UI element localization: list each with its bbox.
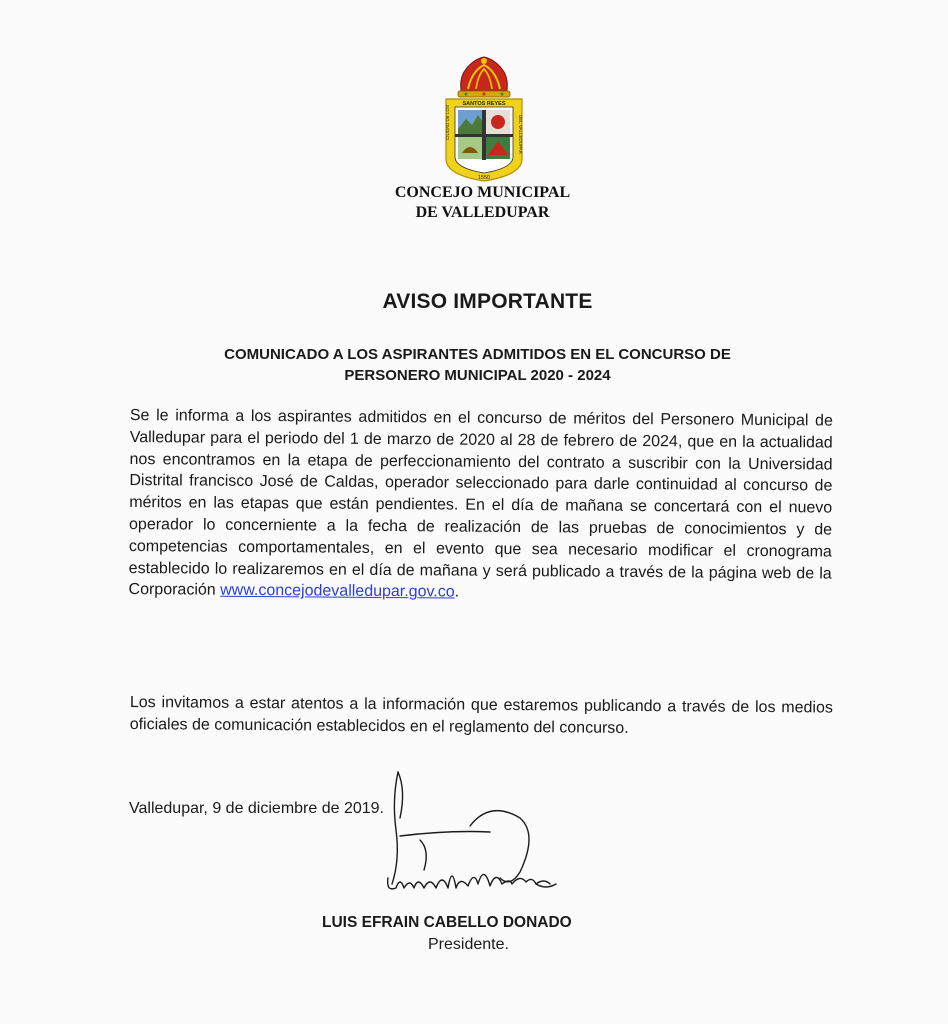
signer-role: Presidente. — [428, 936, 509, 953]
org-line-1: CONCEJO MUNICIPAL — [394, 184, 571, 201]
svg-text:SANTOS REYES: SANTOS REYES — [462, 101, 506, 107]
svg-text:DEL VALLEDUPAR: DEL VALLEDUPAR — [518, 115, 523, 154]
handwritten-signature — [360, 760, 580, 920]
paragraph-2: Los invitamos a estar atentos a la información que estaremos publicando a través de los medios oficiales de comunicación establecidos en el reglamento del concurso. — [129, 693, 833, 737]
subject-line-1: COMUNICADO A LOS ASPIRANTES ADMITIDOS EN EL CONCURSO DE — [224, 346, 731, 363]
subject-line-2: PERSONERO MUNICIPAL 2020 - 2024 — [344, 367, 611, 384]
website-link[interactable]: www.concejodevalledupar.gov.co — [220, 582, 455, 601]
paragraph-1-end: . — [454, 583, 460, 601]
paragraph-1 — [128, 405, 833, 607]
date-line: Valledupar, 9 de diciembre de 2019. — [129, 800, 384, 817]
paragraph-1-text: Se le informa a los aspirantes admitidos en el concurso de méritos del Personero Municipal de Valledupar para el periodo del 1 de marzo de 2020 al 28 de febrero de 2024, que en la actualidad nos encontramos en la etapa de perfeccionamiento del contrato a suscribir con la Universidad Distrital francisco José de Caldas, operador seleccionado para darle continuidad al concurso de méritos en las etapas que están pendientes. En el día de mañana se concertará con el nuevo operador lo concerniente a la fecha de realización de las pruebas de conocimientos y de competencias comportamentales, en el evento que sea necesario modificar el cronograma establecido lo realizaremos en el día de mañana y será publicado a través de la página web de la Corporación — [128, 406, 833, 600]
organization-name — [340, 183, 625, 223]
org-line-2: DE VALLEDUPAR — [415, 204, 550, 221]
svg-text:1550: 1550 — [477, 175, 491, 181]
subject-heading — [140, 344, 815, 386]
signer-name: LUIS EFRAIN CABELLO DONADO — [322, 914, 572, 931]
municipal-crest-icon — [444, 55, 524, 183]
svg-text:CIUDAD DE LOS: CIUDAD DE LOS — [445, 104, 450, 140]
document-title: AVISO IMPORTANTE — [382, 290, 593, 313]
